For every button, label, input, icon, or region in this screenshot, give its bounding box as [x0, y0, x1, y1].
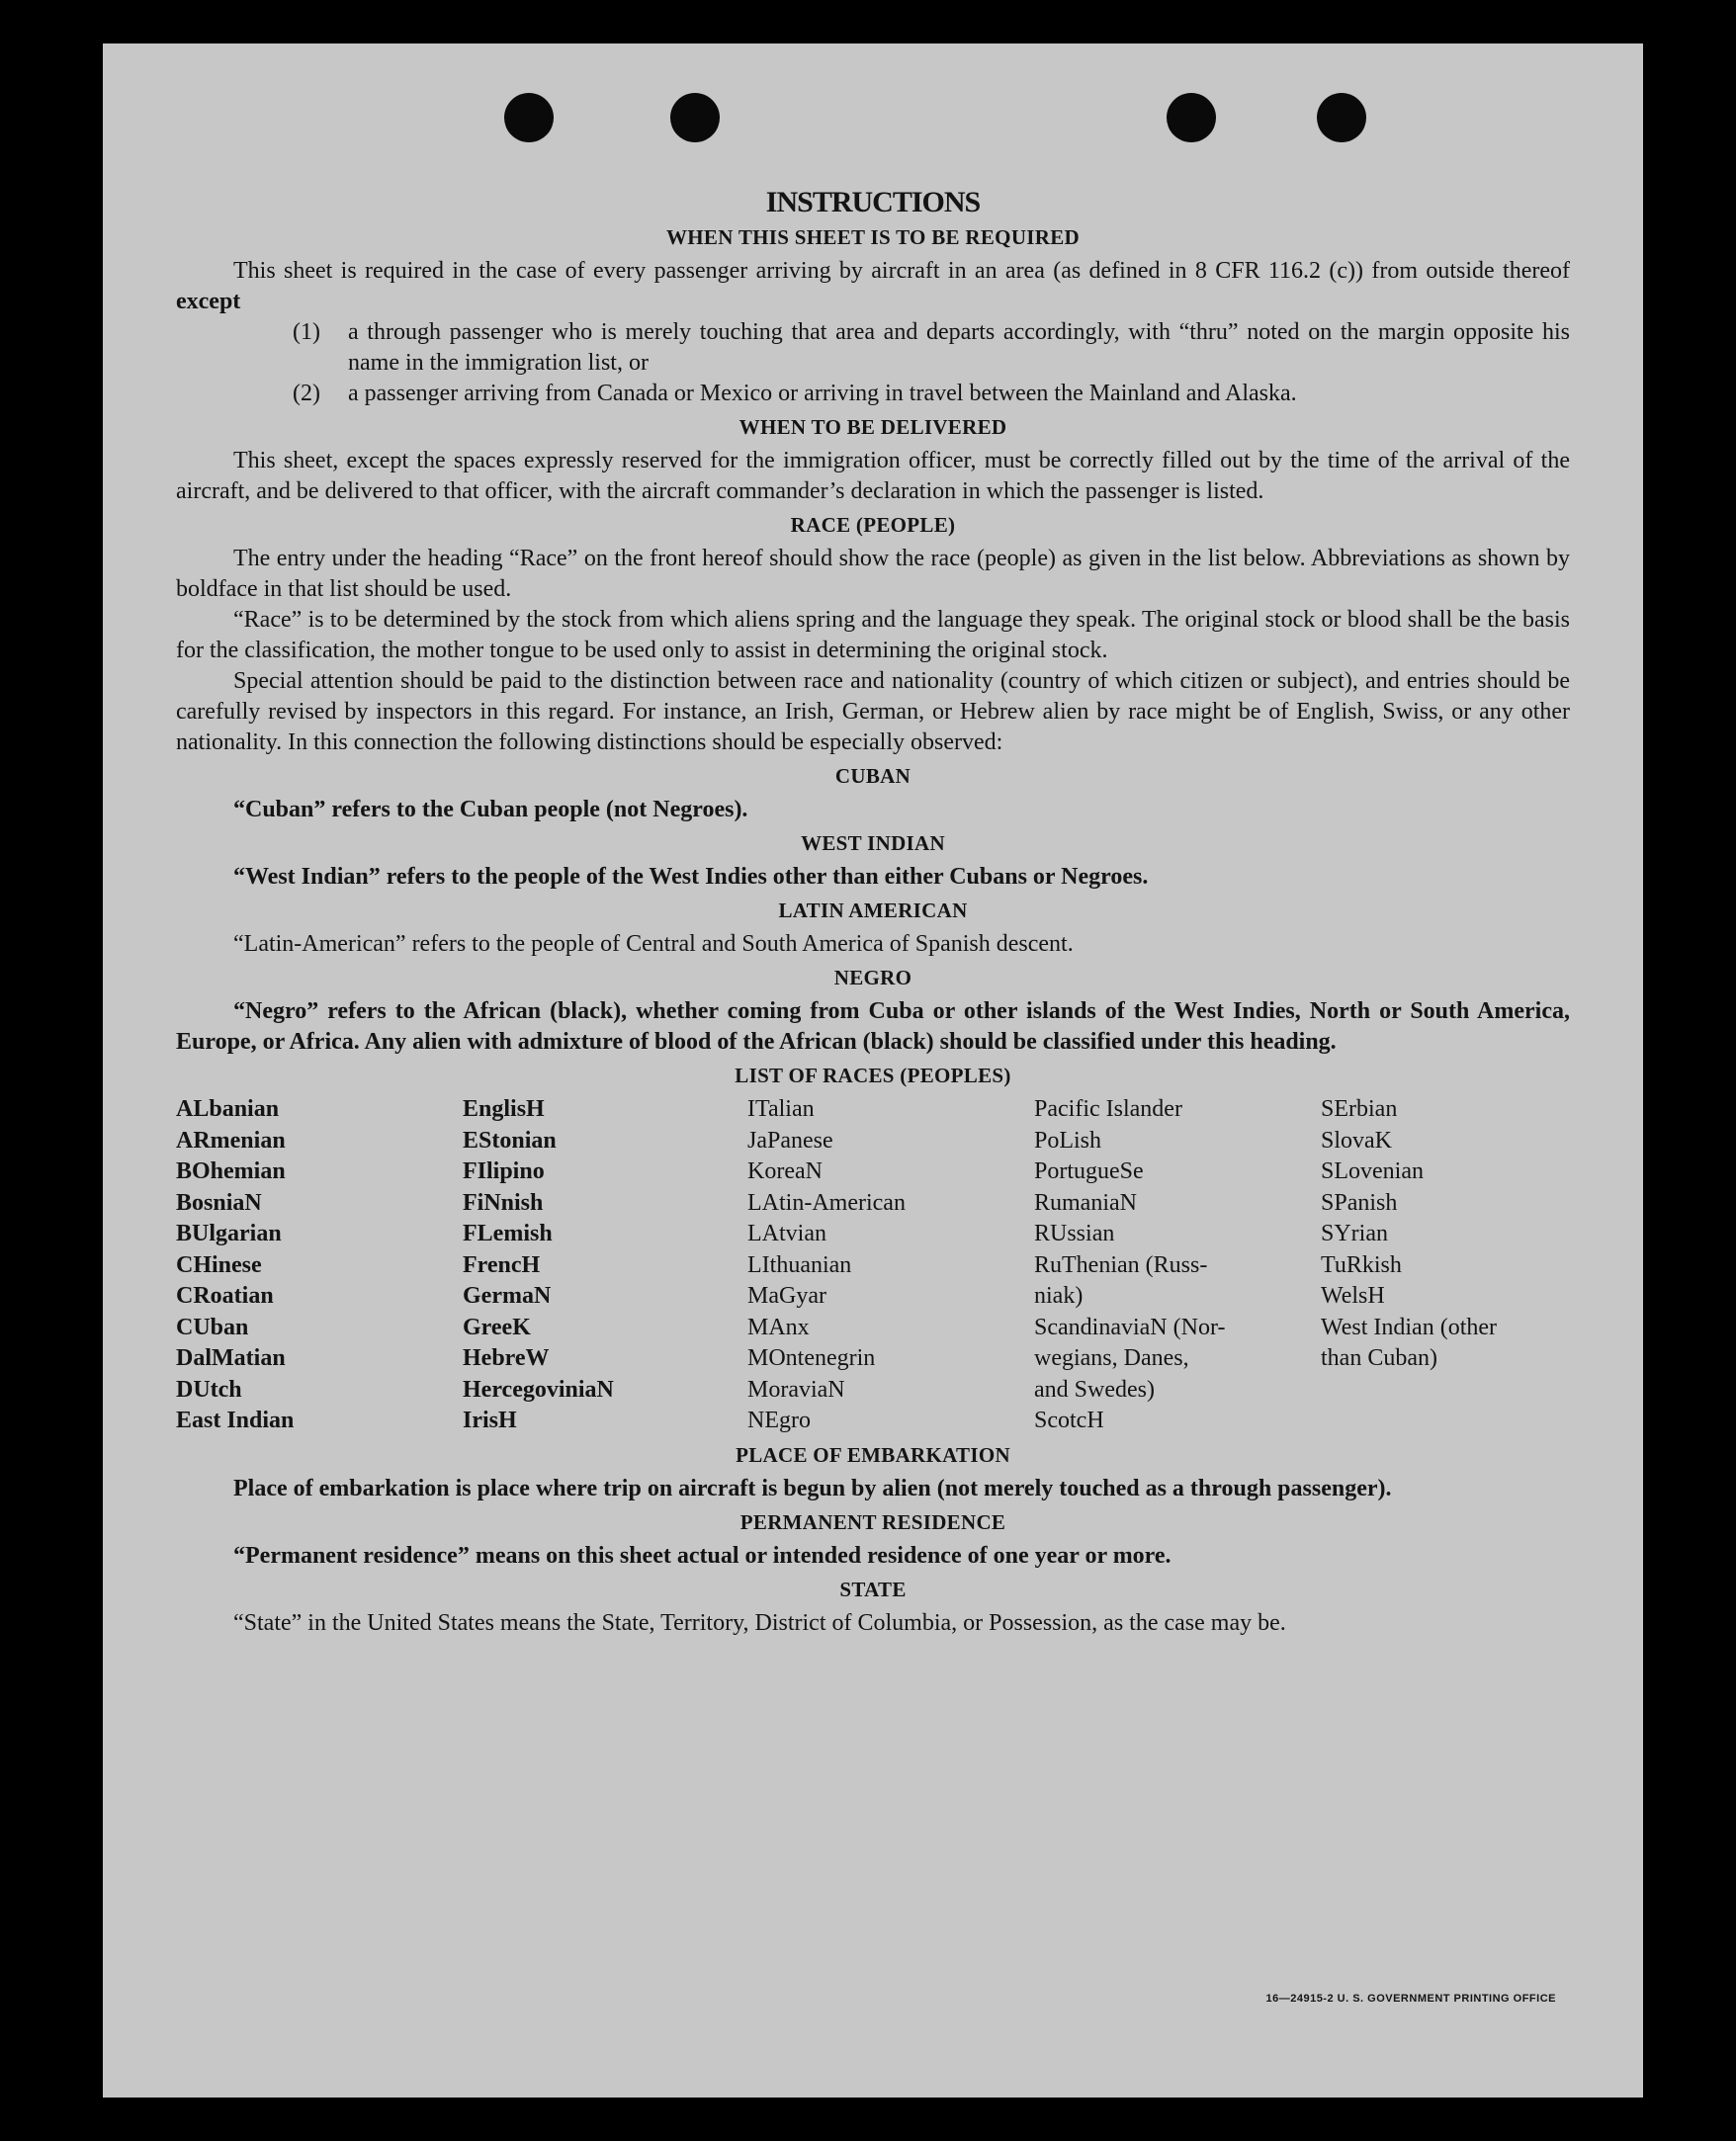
- paragraph-race-3: Special attention should be paid to the distinction between race and nationality (country of which citizen or subject), and entries should be carefully revised by inspectors in this regard. For instance, an Irish, German, or Hebrew alien by race might be of English, Swiss, or any other nationality. In this connection the following distinctions should be especially observed:: [176, 668, 1570, 755]
- when-required-except: except: [176, 289, 241, 314]
- paragraph-race-1: The entry under the heading “Race” on the front hereof should show the race (people) as given in the list below. Abbreviations as shown by boldface in that list should be used.: [176, 546, 1570, 602]
- race-entry: HercegoviniaN: [463, 1376, 614, 1403]
- exception-text: a passenger arriving from Canada or Mexico or arriving in travel between the Mainland and Alaska.: [348, 381, 1297, 406]
- race-entry: KoreaN: [747, 1158, 823, 1184]
- race-entry: SPanish: [1321, 1189, 1398, 1216]
- race-entry: MoraviaN: [747, 1376, 845, 1403]
- race-entry: TuRkish: [1321, 1251, 1402, 1278]
- race-entry: PoLish: [1034, 1127, 1102, 1154]
- race-entry: RumaniaN: [1034, 1189, 1137, 1216]
- heading-race: RACE (PEOPLE): [790, 513, 956, 537]
- race-entry: BosniaN: [176, 1189, 262, 1216]
- race-entry: CRoatian: [176, 1283, 274, 1309]
- race-entry: DalMatian: [176, 1345, 286, 1371]
- race-entry: FIlipino: [463, 1158, 545, 1184]
- race-entry: LIthuanian: [747, 1251, 852, 1278]
- printing-office-code: 16—24915-2 U. S. GOVERNMENT PRINTING OFFICE: [1265, 1993, 1556, 2005]
- page-title: INSTRUCTIONS: [765, 186, 981, 218]
- punch-hole: [504, 93, 554, 142]
- race-entry: niak): [1034, 1283, 1084, 1309]
- race-entry: SYrian: [1321, 1221, 1388, 1246]
- race-column-1: [176, 1094, 463, 1437]
- race-entry: Pacific Islander: [1034, 1096, 1182, 1122]
- race-entry: EnglisH: [463, 1096, 545, 1122]
- race-entry: than Cuban): [1321, 1345, 1437, 1371]
- race-entry: IrisH: [463, 1408, 517, 1433]
- race-entry: LAtvian: [747, 1221, 826, 1246]
- race-entry: SLovenian: [1321, 1158, 1424, 1184]
- race-entry: RUssian: [1034, 1221, 1115, 1246]
- race-entry: HebreW: [463, 1345, 550, 1371]
- paragraph-latin-american: “Latin-American” refers to the people of Central and South America of Spanish descent.: [233, 931, 1074, 957]
- race-column-3: [747, 1094, 1034, 1437]
- race-entry: SlovaK: [1321, 1127, 1392, 1154]
- race-entry: RuThenian (Russ-: [1034, 1251, 1208, 1278]
- paragraph-when-delivered: This sheet, except the spaces expressly reserved for the immigration officer, must be correctly filled out by the time of the arrival of the aircraft, and be delivered to that officer, with the aircraft commander’s declaration in which the passenger is listed.: [176, 448, 1570, 504]
- heading-negro: NEGRO: [833, 966, 912, 989]
- race-entry: GermaN: [463, 1283, 552, 1309]
- heading-when-required: WHEN THIS SHEET IS TO BE REQUIRED: [665, 225, 1080, 249]
- punch-hole: [1317, 93, 1366, 142]
- race-entry: EStonian: [463, 1127, 557, 1154]
- race-entry: MAnx: [747, 1314, 810, 1340]
- race-entry: MOntenegrin: [747, 1345, 876, 1371]
- document-sheet: [103, 43, 1643, 2098]
- race-entry: ITalian: [747, 1096, 815, 1122]
- punch-hole: [670, 93, 720, 142]
- heading-state: STATE: [839, 1577, 907, 1601]
- race-entry: SErbian: [1321, 1096, 1398, 1122]
- race-entry: FiNnish: [463, 1189, 544, 1216]
- paragraph-permanent-residence: “Permanent residence” means on this sheet actual or intended residence of one year or more.: [233, 1542, 1172, 1569]
- paragraph-race-2: “Race” is to be determined by the stock from which aliens spring and the language they speak. The original stock or blood shall be the basis for the classification, the mother tongue to be used only to assist in determining the original stock.: [176, 607, 1570, 663]
- exception-item-2: [176, 379, 1570, 409]
- race-entry: West Indian (other: [1321, 1314, 1498, 1340]
- race-column-5: [1321, 1094, 1570, 1437]
- race-entry: GreeK: [463, 1314, 531, 1340]
- race-entry: ScandinaviaN (Nor-: [1034, 1314, 1226, 1340]
- race-entry: ScotcH: [1034, 1408, 1104, 1433]
- race-entry: NEgro: [747, 1408, 811, 1433]
- heading-west-indian: WEST INDIAN: [801, 831, 945, 855]
- race-entry: WelsH: [1321, 1283, 1385, 1309]
- race-entry: CUban: [176, 1314, 249, 1340]
- paragraph-negro: “Negro” refers to the African (black), whether coming from Cuba or other islands of the West Indies, North or South America, Europe, or Africa. Any alien with admixture of blood of the African (black) should be classified under this heading.: [176, 998, 1570, 1055]
- race-entry: ARmenian: [176, 1127, 286, 1154]
- race-entry: CHinese: [176, 1251, 262, 1278]
- race-entry: MaGyar: [747, 1283, 826, 1309]
- instructions-content: [176, 186, 1570, 1639]
- paragraph-cuban: “Cuban” refers to the Cuban people (not Negroes).: [233, 797, 748, 822]
- race-entry: LAtin-American: [747, 1189, 906, 1216]
- paragraph-when-required: [176, 256, 1570, 317]
- race-entry: and Swedes): [1034, 1376, 1155, 1403]
- race-entry: FrencH: [463, 1251, 541, 1278]
- heading-latin-american: LATIN AMERICAN: [778, 899, 968, 922]
- race-entry: BUlgarian: [176, 1221, 282, 1246]
- heading-cuban: CUBAN: [834, 764, 911, 788]
- race-list: [176, 1094, 1570, 1437]
- race-entry: wegians, Danes,: [1034, 1345, 1189, 1371]
- punch-hole: [1167, 93, 1216, 142]
- race-entry: ALbanian: [176, 1096, 280, 1122]
- race-entry: BOhemian: [176, 1158, 286, 1184]
- race-entry: FLemish: [463, 1221, 553, 1246]
- race-entry: DUtch: [176, 1376, 242, 1403]
- heading-list-of-races: LIST OF RACES (PEOPLES): [735, 1064, 1011, 1087]
- paragraph-state: “State” in the United States means the State, Territory, District of Columbia, or Possession, as the case may be.: [233, 1609, 1286, 1636]
- exception-text: a through passenger who is merely touching that area and departs accordingly, with “thru” noted on the margin opposite his name in the immigration list, or: [348, 319, 1570, 376]
- heading-when-delivered: WHEN TO BE DELIVERED: [738, 415, 1007, 439]
- heading-place-of-embarkation: PLACE OF EMBARKATION: [736, 1442, 1010, 1467]
- heading-permanent-residence: PERMANENT RESIDENCE: [739, 1509, 1006, 1534]
- paragraph-place-of-embarkation: Place of embarkation is place where trip on aircraft is begun by alien (not merely touched as a through passenger).: [233, 1475, 1392, 1501]
- exception-number: (2): [293, 381, 320, 406]
- exception-number: (1): [293, 319, 320, 345]
- when-required-text: This sheet is required in the case of every passenger arriving by aircraft in an area (as defined in 8 CFR 116.2 (c)) from outside thereof: [233, 258, 1570, 284]
- race-entry: PortugueSe: [1034, 1158, 1144, 1184]
- exception-item-1: [176, 317, 1570, 379]
- race-entry: JaPanese: [747, 1127, 833, 1154]
- race-entry: East Indian: [176, 1408, 295, 1433]
- race-column-2: [463, 1094, 747, 1437]
- race-column-4: [1034, 1094, 1321, 1437]
- paragraph-west-indian: “West Indian” refers to the people of the West Indies other than either Cubans or Negroes.: [233, 864, 1149, 890]
